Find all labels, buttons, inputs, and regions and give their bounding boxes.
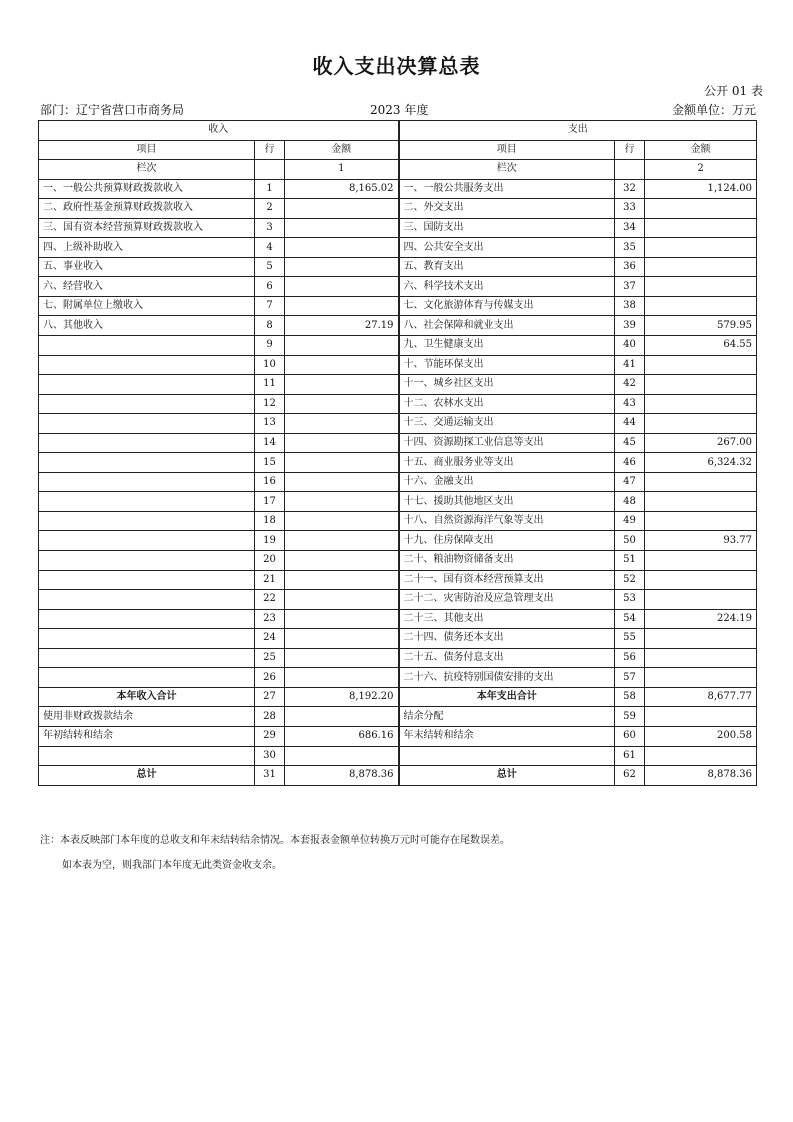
table-row [39,433,757,453]
expense-amount: 64.55 [645,336,757,356]
expense-line-blank [615,160,645,180]
income-line: 2 [255,199,285,219]
table-row [39,648,757,668]
expense-item: 二十六、抗疫特别国债安排的支出 [399,668,615,688]
expense-item: 结余分配 [399,707,615,727]
expense-amount: 579.95 [645,316,757,336]
income-item-header: 项目 [39,140,255,160]
expense-line-header: 行 [615,140,645,160]
income-amount [285,277,399,297]
income-item: 总计 [39,766,255,786]
expense-amount [645,629,757,649]
expense-line: 46 [615,453,645,473]
income-amount [285,414,399,434]
income-item [39,453,255,473]
expense-amount [645,746,757,766]
income-amount [285,570,399,590]
income-amount [285,433,399,453]
income-amount [285,629,399,649]
page-title: 收入支出决算总表 [312,54,481,78]
income-item: 使用非财政拨款结余 [39,707,255,727]
expense-amount [645,414,757,434]
income-amount [285,218,399,238]
form-number: 公开 01 表 [704,84,763,98]
expense-item: 十三、交通运输支出 [399,414,615,434]
summary-row [39,746,757,766]
table-row [39,179,757,199]
expense-amount [645,355,757,375]
income-line: 5 [255,257,285,277]
expense-line: 57 [615,668,645,688]
summary-row [39,687,757,707]
expense-item: 十、节能环保支出 [399,355,615,375]
expense-amount: 224.19 [645,609,757,629]
income-item [39,433,255,453]
table-row [39,218,757,238]
table-row [39,609,757,629]
fiscal-year: 2023 年度 [370,103,429,117]
expense-line: 54 [615,609,645,629]
income-line: 25 [255,648,285,668]
expense-item: 本年支出合计 [399,687,615,707]
expense-line: 32 [615,179,645,199]
income-line: 13 [255,414,285,434]
footnote: 如本表为空，则我部门本年度无此类资金收支余。 [62,860,282,871]
income-item [39,629,255,649]
income-item: 四、上级补助收入 [39,238,255,258]
income-line: 12 [255,394,285,414]
income-line: 17 [255,492,285,512]
expense-item: 二十一、国有资本经营预算支出 [399,570,615,590]
income-amount [285,668,399,688]
income-amount-header: 金额 [285,140,399,160]
expense-amount [645,492,757,512]
income-amount [285,453,399,473]
expense-item: 七、文化旅游体育与传媒支出 [399,296,615,316]
expense-line: 55 [615,629,645,649]
expense-amount [645,472,757,492]
column-header-row [39,140,757,160]
expense-amount: 93.77 [645,531,757,551]
footnotes [40,828,510,878]
income-amount: 8,192.20 [285,687,399,707]
income-item [39,336,255,356]
income-line: 24 [255,629,285,649]
income-item [39,648,255,668]
expense-item: 一、一般公共服务支出 [399,179,615,199]
income-expense-table [38,120,757,786]
income-line: 19 [255,531,285,551]
expense-line: 43 [615,394,645,414]
income-line: 20 [255,551,285,571]
income-line: 16 [255,472,285,492]
expense-item: 四、公共安全支出 [399,238,615,258]
income-item: 五、事业收入 [39,257,255,277]
expense-item: 二十二、灾害防治及应急管理支出 [399,590,615,610]
income-amount [285,531,399,551]
expense-line: 39 [615,316,645,336]
expense-item: 二十四、债务还本支出 [399,629,615,649]
income-column-label: 栏次 [39,160,255,180]
table-row [39,414,757,434]
expense-line: 44 [615,414,645,434]
expense-line: 59 [615,707,645,727]
income-line: 4 [255,238,285,258]
table-row [39,629,757,649]
income-line: 22 [255,590,285,610]
table-row [39,257,757,277]
expense-amount [645,570,757,590]
expense-item: 总计 [399,766,615,786]
expense-item: 九、卫生健康支出 [399,336,615,356]
income-line-blank [255,160,285,180]
income-item [39,394,255,414]
income-line: 15 [255,453,285,473]
expense-item: 十八、自然资源海洋气象等支出 [399,511,615,531]
expense-item: 二十五、债务付息支出 [399,648,615,668]
income-item: 三、国有资本经营预算财政拨款收入 [39,218,255,238]
income-line: 14 [255,433,285,453]
income-amount [285,336,399,356]
income-item: 一、一般公共预算财政拨款收入 [39,179,255,199]
income-item: 六、经营收入 [39,277,255,297]
expense-item: 二十三、其他支出 [399,609,615,629]
income-line: 23 [255,609,285,629]
summary-row [39,707,757,727]
expense-item: 十七、援助其他地区支出 [399,492,615,512]
expense-item-header: 项目 [399,140,615,160]
income-line: 1 [255,179,285,199]
income-amount: 686.16 [285,726,399,746]
table-row [39,511,757,531]
expense-line: 36 [615,257,645,277]
expense-item: 十六、金融支出 [399,472,615,492]
expense-item: 二、外交支出 [399,199,615,219]
section-header-row [39,121,757,141]
expense-item: 八、社会保障和就业支出 [399,316,615,336]
column-index-row [39,160,757,180]
expense-item: 五、教育支出 [399,257,615,277]
income-amount [285,648,399,668]
expense-line: 40 [615,336,645,356]
income-line: 3 [255,218,285,238]
table-row [39,472,757,492]
expense-line: 37 [615,277,645,297]
income-item [39,492,255,512]
income-amount [285,609,399,629]
table-row [39,375,757,395]
expense-line: 48 [615,492,645,512]
income-amount [285,296,399,316]
expense-line: 38 [615,296,645,316]
expense-amount [645,707,757,727]
expense-amount: 8,878.36 [645,766,757,786]
income-line: 6 [255,277,285,297]
expense-amount-header: 金额 [645,140,757,160]
expense-line: 35 [615,238,645,258]
expense-item: 十五、商业服务业等支出 [399,453,615,473]
expense-amount [645,375,757,395]
income-item [39,746,255,766]
expense-amount: 267.00 [645,433,757,453]
expense-line: 62 [615,766,645,786]
income-line: 10 [255,355,285,375]
income-line: 8 [255,316,285,336]
table-row [39,296,757,316]
income-item [39,531,255,551]
income-amount [285,394,399,414]
table-row [39,336,757,356]
expense-line: 33 [615,199,645,219]
expense-line: 42 [615,375,645,395]
table-row [39,492,757,512]
expense-line: 47 [615,472,645,492]
summary-row [39,766,757,786]
income-item [39,609,255,629]
expense-item: 十二、农林水支出 [399,394,615,414]
income-amount [285,375,399,395]
expense-item: 二十、粮油物资储备支出 [399,551,615,571]
income-amount: 27.19 [285,316,399,336]
expense-amount [645,238,757,258]
table-row [39,453,757,473]
income-item [39,414,255,434]
income-item: 二、政府性基金预算财政拨款收入 [39,199,255,219]
expense-column-label: 栏次 [399,160,615,180]
table-row [39,199,757,219]
table-row [39,531,757,551]
income-amount [285,257,399,277]
table-row [39,277,757,297]
expense-amount [645,551,757,571]
income-item [39,472,255,492]
income-amount [285,511,399,531]
expense-item: 十九、住房保障支出 [399,531,615,551]
income-line: 30 [255,746,285,766]
income-amount [285,746,399,766]
expense-line: 56 [615,648,645,668]
income-line: 31 [255,766,285,786]
income-line: 21 [255,570,285,590]
income-amount [285,590,399,610]
expense-amount [645,218,757,238]
income-amount [285,199,399,219]
table-row [39,570,757,590]
income-item [39,570,255,590]
expense-line: 58 [615,687,645,707]
expense-amount: 200.58 [645,726,757,746]
income-line: 18 [255,511,285,531]
expense-line: 50 [615,531,645,551]
summary-row [39,726,757,746]
expense-item: 十一、城乡社区支出 [399,375,615,395]
income-amount [285,707,399,727]
expense-amount [645,668,757,688]
amount-unit: 金额单位：万元 [671,103,756,117]
income-item: 七、附属单位上缴收入 [39,296,255,316]
expense-line: 49 [615,511,645,531]
expense-amount: 8,677.77 [645,687,757,707]
expense-item [399,746,615,766]
expense-header: 支出 [399,121,757,141]
expense-line: 34 [615,218,645,238]
income-amount [285,238,399,258]
expense-item: 三、国防支出 [399,218,615,238]
income-item: 年初结转和结余 [39,726,255,746]
income-line: 7 [255,296,285,316]
table-row [39,355,757,375]
income-item [39,511,255,531]
table-row [39,590,757,610]
expense-item: 十四、资源勘探工业信息等支出 [399,433,615,453]
expense-amount: 1,124.00 [645,179,757,199]
income-amount: 8,165.02 [285,179,399,199]
income-column-number: 1 [285,160,399,180]
report-meta [40,101,756,117]
expense-amount [645,257,757,277]
expense-amount [645,199,757,219]
table-row [39,394,757,414]
expense-line: 61 [615,746,645,766]
table-row [39,316,757,336]
income-amount [285,551,399,571]
income-item [39,590,255,610]
department-label: 部门：辽宁省营口市商务局 [40,103,185,117]
expense-amount [645,277,757,297]
expense-item: 六、科学技术支出 [399,277,615,297]
income-line: 11 [255,375,285,395]
income-item [39,551,255,571]
table-row [39,238,757,258]
table-row [39,551,757,571]
income-item [39,355,255,375]
income-item: 本年收入合计 [39,687,255,707]
expense-amount [645,648,757,668]
footnote: 注：本表反映部门本年度的总收支和年末结转结余情况。本套报表金额单位转换万元时可能存在尾数误差。 [40,835,510,846]
income-line-header: 行 [255,140,285,160]
income-line: 28 [255,707,285,727]
income-item [39,375,255,395]
income-header: 收入 [39,121,399,141]
table-row [39,668,757,688]
income-amount: 8,878.36 [285,766,399,786]
income-line: 27 [255,687,285,707]
income-amount [285,472,399,492]
expense-line: 60 [615,726,645,746]
income-line: 9 [255,336,285,356]
expense-amount [645,296,757,316]
expense-item: 年末结转和结余 [399,726,615,746]
expense-line: 51 [615,551,645,571]
expense-amount: 6,324.32 [645,453,757,473]
income-line: 29 [255,726,285,746]
expense-amount [645,590,757,610]
income-item [39,668,255,688]
income-amount [285,355,399,375]
expense-amount [645,394,757,414]
expense-line: 53 [615,590,645,610]
expense-column-number: 2 [645,160,757,180]
income-item: 八、其他收入 [39,316,255,336]
income-amount [285,492,399,512]
income-line: 26 [255,668,285,688]
expense-line: 41 [615,355,645,375]
expense-line: 52 [615,570,645,590]
expense-line: 45 [615,433,645,453]
expense-amount [645,511,757,531]
